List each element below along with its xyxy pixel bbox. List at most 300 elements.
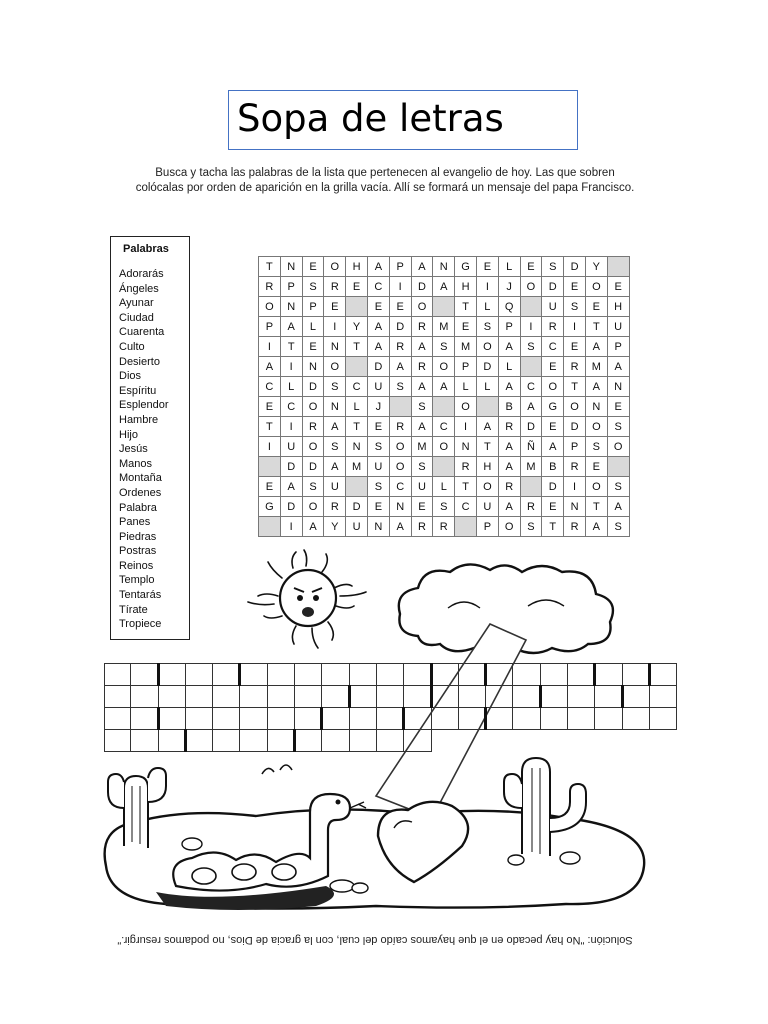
answer-cell[interactable] — [649, 708, 676, 730]
answer-cell[interactable] — [158, 708, 185, 730]
grid-letter-cell[interactable]: R — [433, 517, 455, 537]
grid-letter-cell[interactable]: R — [498, 477, 520, 497]
grid-blank-cell[interactable] — [433, 297, 455, 317]
grid-letter-cell[interactable]: M — [455, 337, 477, 357]
grid-letter-cell[interactable]: L — [280, 377, 302, 397]
answer-cell[interactable] — [649, 686, 676, 708]
grid-letter-cell[interactable]: S — [389, 377, 411, 397]
grid-letter-cell[interactable]: R — [564, 357, 586, 377]
grid-letter-cell[interactable]: R — [389, 417, 411, 437]
answer-cell[interactable] — [185, 708, 212, 730]
answer-cell[interactable] — [349, 664, 376, 686]
grid-letter-cell[interactable]: O — [455, 397, 477, 417]
grid-letter-cell[interactable]: U — [607, 317, 629, 337]
grid-letter-cell[interactable]: S — [367, 437, 389, 457]
grid-letter-cell[interactable]: P — [607, 337, 629, 357]
grid-letter-cell[interactable]: Y — [346, 317, 368, 337]
grid-letter-cell[interactable]: O — [476, 337, 498, 357]
grid-letter-cell[interactable]: D — [411, 277, 433, 297]
grid-letter-cell[interactable]: A — [389, 357, 411, 377]
grid-letter-cell[interactable]: U — [324, 477, 346, 497]
grid-letter-cell[interactable]: H — [455, 277, 477, 297]
grid-blank-cell[interactable] — [389, 397, 411, 417]
grid-letter-cell[interactable]: E — [367, 497, 389, 517]
grid-letter-cell[interactable]: T — [476, 437, 498, 457]
grid-letter-cell[interactable]: A — [585, 517, 607, 537]
grid-letter-cell[interactable]: A — [498, 377, 520, 397]
answer-cell[interactable] — [322, 708, 349, 730]
grid-letter-cell[interactable]: O — [476, 477, 498, 497]
grid-letter-cell[interactable]: M — [585, 357, 607, 377]
grid-letter-cell[interactable]: D — [520, 417, 542, 437]
grid-letter-cell[interactable]: C — [259, 377, 281, 397]
grid-letter-cell[interactable]: E — [607, 277, 629, 297]
grid-letter-cell[interactable]: D — [280, 497, 302, 517]
grid-letter-cell[interactable]: N — [346, 437, 368, 457]
answer-cell[interactable] — [131, 664, 158, 686]
grid-letter-cell[interactable]: S — [302, 477, 324, 497]
grid-letter-cell[interactable]: S — [411, 397, 433, 417]
grid-letter-cell[interactable]: O — [411, 297, 433, 317]
grid-letter-cell[interactable]: I — [564, 477, 586, 497]
answer-cell[interactable] — [213, 708, 240, 730]
grid-letter-cell[interactable]: P — [389, 257, 411, 277]
grid-letter-cell[interactable]: L — [476, 297, 498, 317]
grid-letter-cell[interactable]: R — [564, 517, 586, 537]
grid-letter-cell[interactable]: C — [455, 497, 477, 517]
grid-letter-cell[interactable]: L — [346, 397, 368, 417]
grid-letter-cell[interactable]: E — [476, 257, 498, 277]
grid-letter-cell[interactable]: Y — [324, 517, 346, 537]
grid-letter-cell[interactable]: T — [564, 377, 586, 397]
grid-blank-cell[interactable] — [346, 357, 368, 377]
answer-cell[interactable] — [458, 686, 485, 708]
grid-letter-cell[interactable]: O — [585, 277, 607, 297]
grid-letter-cell[interactable]: O — [389, 437, 411, 457]
grid-letter-cell[interactable]: A — [433, 377, 455, 397]
answer-cell[interactable] — [376, 664, 403, 686]
answer-cell[interactable] — [349, 708, 376, 730]
grid-letter-cell[interactable]: A — [585, 337, 607, 357]
answer-cell[interactable] — [595, 708, 622, 730]
grid-letter-cell[interactable]: A — [585, 377, 607, 397]
grid-letter-cell[interactable]: A — [411, 337, 433, 357]
grid-letter-cell[interactable]: O — [607, 437, 629, 457]
grid-letter-cell[interactable]: H — [346, 257, 368, 277]
grid-letter-cell[interactable]: M — [346, 457, 368, 477]
grid-letter-cell[interactable]: U — [280, 437, 302, 457]
grid-letter-cell[interactable]: L — [455, 377, 477, 397]
grid-blank-cell[interactable] — [455, 517, 477, 537]
grid-letter-cell[interactable]: Y — [585, 257, 607, 277]
answer-cell[interactable] — [131, 686, 158, 708]
grid-letter-cell[interactable]: E — [346, 277, 368, 297]
answer-cell[interactable] — [431, 708, 458, 730]
grid-letter-cell[interactable]: P — [476, 517, 498, 537]
grid-letter-cell[interactable]: E — [367, 417, 389, 437]
grid-letter-cell[interactable]: O — [585, 477, 607, 497]
answer-cell[interactable] — [322, 686, 349, 708]
answer-cell[interactable] — [568, 664, 595, 686]
grid-letter-cell[interactable]: T — [585, 317, 607, 337]
grid-letter-cell[interactable]: P — [455, 357, 477, 377]
grid-letter-cell[interactable]: Ñ — [520, 437, 542, 457]
grid-letter-cell[interactable]: U — [476, 497, 498, 517]
answer-cell[interactable] — [404, 664, 431, 686]
grid-letter-cell[interactable]: D — [542, 277, 564, 297]
answer-cell[interactable] — [458, 664, 485, 686]
answer-cell[interactable] — [349, 686, 376, 708]
grid-blank-cell[interactable] — [607, 257, 629, 277]
grid-letter-cell[interactable]: A — [367, 257, 389, 277]
grid-letter-cell[interactable]: E — [389, 297, 411, 317]
grid-letter-cell[interactable]: C — [542, 337, 564, 357]
grid-letter-cell[interactable]: A — [302, 517, 324, 537]
grid-letter-cell[interactable]: H — [607, 297, 629, 317]
grid-blank-cell[interactable] — [520, 357, 542, 377]
grid-letter-cell[interactable]: N — [585, 397, 607, 417]
answer-cell[interactable] — [131, 708, 158, 730]
grid-letter-cell[interactable]: N — [564, 497, 586, 517]
grid-letter-cell[interactable]: E — [302, 337, 324, 357]
grid-letter-cell[interactable]: R — [455, 457, 477, 477]
grid-letter-cell[interactable]: U — [367, 457, 389, 477]
grid-letter-cell[interactable]: D — [476, 357, 498, 377]
grid-letter-cell[interactable]: A — [367, 317, 389, 337]
grid-letter-cell[interactable]: A — [498, 337, 520, 357]
grid-letter-cell[interactable]: A — [607, 357, 629, 377]
answer-cell[interactable] — [649, 664, 676, 686]
grid-letter-cell[interactable]: G — [259, 497, 281, 517]
grid-letter-cell[interactable]: S — [433, 497, 455, 517]
grid-letter-cell[interactable]: T — [280, 337, 302, 357]
answer-cell[interactable] — [540, 664, 567, 686]
grid-letter-cell[interactable]: E — [542, 497, 564, 517]
grid-letter-cell[interactable]: R — [542, 317, 564, 337]
grid-letter-cell[interactable]: C — [346, 377, 368, 397]
grid-letter-cell[interactable]: N — [324, 397, 346, 417]
grid-letter-cell[interactable]: E — [542, 357, 564, 377]
grid-letter-cell[interactable]: J — [367, 397, 389, 417]
grid-letter-cell[interactable]: R — [324, 277, 346, 297]
grid-letter-cell[interactable]: R — [411, 317, 433, 337]
grid-letter-cell[interactable]: L — [498, 357, 520, 377]
grid-letter-cell[interactable]: U — [542, 297, 564, 317]
grid-letter-cell[interactable]: O — [498, 517, 520, 537]
grid-letter-cell[interactable]: S — [520, 517, 542, 537]
grid-letter-cell[interactable]: I — [324, 317, 346, 337]
grid-letter-cell[interactable]: P — [259, 317, 281, 337]
grid-blank-cell[interactable] — [607, 457, 629, 477]
answer-cell[interactable] — [295, 708, 322, 730]
answer-cell[interactable] — [595, 686, 622, 708]
grid-letter-cell[interactable]: I — [389, 277, 411, 297]
grid-letter-cell[interactable]: E — [259, 397, 281, 417]
grid-letter-cell[interactable]: L — [498, 257, 520, 277]
answer-cell[interactable] — [404, 708, 431, 730]
grid-letter-cell[interactable]: O — [324, 357, 346, 377]
grid-letter-cell[interactable]: R — [564, 457, 586, 477]
answer-cell[interactable] — [105, 664, 131, 686]
answer-cell[interactable] — [376, 686, 403, 708]
grid-letter-cell[interactable]: O — [302, 497, 324, 517]
grid-letter-cell[interactable]: S — [367, 477, 389, 497]
grid-letter-cell[interactable]: A — [476, 417, 498, 437]
answer-cell[interactable] — [240, 708, 267, 730]
grid-blank-cell[interactable] — [476, 397, 498, 417]
grid-letter-cell[interactable]: I — [280, 357, 302, 377]
grid-letter-cell[interactable]: A — [498, 437, 520, 457]
answer-cell[interactable] — [267, 708, 294, 730]
answer-cell[interactable] — [458, 708, 485, 730]
grid-blank-cell[interactable] — [433, 457, 455, 477]
answer-cell[interactable] — [622, 708, 649, 730]
grid-letter-cell[interactable]: E — [585, 457, 607, 477]
grid-letter-cell[interactable]: M — [520, 457, 542, 477]
grid-letter-cell[interactable]: S — [607, 417, 629, 437]
grid-letter-cell[interactable]: D — [280, 457, 302, 477]
grid-letter-cell[interactable]: U — [411, 477, 433, 497]
grid-letter-cell[interactable]: S — [324, 377, 346, 397]
grid-letter-cell[interactable]: E — [542, 417, 564, 437]
grid-letter-cell[interactable]: M — [433, 317, 455, 337]
grid-letter-cell[interactable]: O — [324, 257, 346, 277]
grid-letter-cell[interactable]: N — [433, 257, 455, 277]
answer-cell[interactable] — [267, 686, 294, 708]
grid-letter-cell[interactable]: E — [585, 297, 607, 317]
grid-letter-cell[interactable]: U — [346, 517, 368, 537]
answer-cell[interactable] — [568, 708, 595, 730]
grid-letter-cell[interactable]: B — [542, 457, 564, 477]
grid-letter-cell[interactable]: S — [607, 517, 629, 537]
answer-cell[interactable] — [105, 708, 131, 730]
grid-letter-cell[interactable]: A — [324, 457, 346, 477]
grid-letter-cell[interactable]: T — [259, 417, 281, 437]
answer-cell[interactable] — [185, 686, 212, 708]
grid-letter-cell[interactable]: T — [259, 257, 281, 277]
grid-letter-cell[interactable]: N — [367, 517, 389, 537]
grid-letter-cell[interactable]: E — [367, 297, 389, 317]
grid-letter-cell[interactable]: N — [280, 297, 302, 317]
grid-letter-cell[interactable]: P — [498, 317, 520, 337]
grid-letter-cell[interactable]: O — [433, 437, 455, 457]
grid-blank-cell[interactable] — [346, 477, 368, 497]
grid-letter-cell[interactable]: L — [476, 377, 498, 397]
grid-letter-cell[interactable]: S — [302, 277, 324, 297]
grid-letter-cell[interactable]: S — [542, 257, 564, 277]
answer-cell[interactable] — [376, 708, 403, 730]
grid-letter-cell[interactable]: T — [542, 517, 564, 537]
grid-letter-cell[interactable]: A — [498, 457, 520, 477]
grid-letter-cell[interactable]: I — [476, 277, 498, 297]
grid-letter-cell[interactable]: I — [259, 437, 281, 457]
grid-letter-cell[interactable]: N — [302, 357, 324, 377]
grid-letter-cell[interactable]: A — [520, 397, 542, 417]
grid-letter-cell[interactable]: S — [324, 437, 346, 457]
grid-letter-cell[interactable]: N — [455, 437, 477, 457]
grid-letter-cell[interactable]: O — [259, 297, 281, 317]
grid-letter-cell[interactable]: I — [280, 517, 302, 537]
grid-blank-cell[interactable] — [520, 477, 542, 497]
grid-letter-cell[interactable]: R — [302, 417, 324, 437]
answer-cell[interactable] — [105, 686, 131, 708]
answer-cell[interactable] — [568, 686, 595, 708]
grid-blank-cell[interactable] — [520, 297, 542, 317]
grid-letter-cell[interactable]: S — [607, 477, 629, 497]
grid-letter-cell[interactable]: S — [585, 437, 607, 457]
grid-letter-cell[interactable]: C — [367, 277, 389, 297]
grid-letter-cell[interactable]: O — [542, 377, 564, 397]
grid-letter-cell[interactable]: H — [476, 457, 498, 477]
grid-letter-cell[interactable]: T — [346, 417, 368, 437]
grid-letter-cell[interactable]: A — [324, 417, 346, 437]
grid-letter-cell[interactable]: R — [411, 517, 433, 537]
grid-letter-cell[interactable]: T — [346, 337, 368, 357]
grid-letter-cell[interactable]: A — [411, 257, 433, 277]
answer-cell[interactable] — [513, 664, 540, 686]
grid-letter-cell[interactable]: N — [324, 337, 346, 357]
grid-letter-cell[interactable]: O — [433, 357, 455, 377]
grid-letter-cell[interactable]: S — [564, 297, 586, 317]
grid-letter-cell[interactable]: C — [433, 417, 455, 437]
grid-letter-cell[interactable]: L — [302, 317, 324, 337]
grid-letter-cell[interactable]: R — [259, 277, 281, 297]
answer-cell[interactable] — [431, 686, 458, 708]
grid-letter-cell[interactable]: S — [411, 457, 433, 477]
grid-letter-cell[interactable]: P — [302, 297, 324, 317]
grid-letter-cell[interactable]: O — [520, 277, 542, 297]
answer-cell[interactable] — [158, 664, 185, 686]
grid-letter-cell[interactable]: S — [476, 317, 498, 337]
grid-letter-cell[interactable]: O — [302, 437, 324, 457]
grid-letter-cell[interactable]: D — [564, 257, 586, 277]
grid-letter-cell[interactable]: C — [389, 477, 411, 497]
grid-letter-cell[interactable]: O — [389, 457, 411, 477]
answer-cell[interactable] — [622, 686, 649, 708]
grid-letter-cell[interactable]: A — [498, 497, 520, 517]
grid-letter-cell[interactable]: A — [433, 277, 455, 297]
grid-letter-cell[interactable]: L — [433, 477, 455, 497]
grid-letter-cell[interactable]: D — [389, 317, 411, 337]
grid-letter-cell[interactable]: I — [280, 417, 302, 437]
grid-letter-cell[interactable]: N — [607, 377, 629, 397]
answer-cell[interactable] — [513, 686, 540, 708]
answer-cell[interactable] — [595, 664, 622, 686]
grid-letter-cell[interactable]: E — [302, 257, 324, 277]
grid-letter-cell[interactable]: A — [280, 317, 302, 337]
grid-letter-cell[interactable]: A — [280, 477, 302, 497]
grid-letter-cell[interactable]: A — [367, 337, 389, 357]
grid-letter-cell[interactable]: C — [520, 377, 542, 397]
grid-blank-cell[interactable] — [259, 517, 281, 537]
grid-letter-cell[interactable]: A — [607, 497, 629, 517]
grid-letter-cell[interactable]: B — [498, 397, 520, 417]
grid-letter-cell[interactable]: E — [564, 277, 586, 297]
grid-letter-cell[interactable]: M — [411, 437, 433, 457]
grid-letter-cell[interactable]: J — [498, 277, 520, 297]
grid-letter-cell[interactable]: D — [367, 357, 389, 377]
answer-cell[interactable] — [158, 686, 185, 708]
grid-letter-cell[interactable]: O — [564, 397, 586, 417]
answer-cell[interactable] — [267, 664, 294, 686]
answer-cell[interactable] — [185, 664, 212, 686]
grid-letter-cell[interactable]: O — [302, 397, 324, 417]
grid-letter-cell[interactable]: A — [259, 357, 281, 377]
grid-letter-cell[interactable]: C — [280, 397, 302, 417]
grid-letter-cell[interactable]: D — [542, 477, 564, 497]
grid-letter-cell[interactable]: P — [564, 437, 586, 457]
answer-cell[interactable] — [486, 664, 513, 686]
grid-blank-cell[interactable] — [433, 397, 455, 417]
grid-letter-cell[interactable]: T — [455, 477, 477, 497]
answer-cell[interactable] — [295, 686, 322, 708]
grid-letter-cell[interactable]: Q — [498, 297, 520, 317]
grid-letter-cell[interactable]: A — [411, 417, 433, 437]
grid-letter-cell[interactable]: I — [455, 417, 477, 437]
grid-letter-cell[interactable]: E — [411, 497, 433, 517]
answer-cell[interactable] — [622, 664, 649, 686]
grid-blank-cell[interactable] — [259, 457, 281, 477]
grid-letter-cell[interactable]: R — [411, 357, 433, 377]
grid-letter-cell[interactable]: E — [455, 317, 477, 337]
grid-letter-cell[interactable]: T — [455, 297, 477, 317]
grid-letter-cell[interactable]: R — [324, 497, 346, 517]
grid-letter-cell[interactable]: D — [302, 457, 324, 477]
grid-letter-cell[interactable]: O — [585, 417, 607, 437]
grid-blank-cell[interactable] — [346, 297, 368, 317]
answer-cell[interactable] — [431, 664, 458, 686]
answer-cell[interactable] — [486, 686, 513, 708]
grid-letter-cell[interactable]: E — [520, 257, 542, 277]
grid-letter-cell[interactable]: D — [302, 377, 324, 397]
answer-cell[interactable] — [404, 686, 431, 708]
answer-cell[interactable] — [486, 708, 513, 730]
grid-letter-cell[interactable]: S — [433, 337, 455, 357]
answer-cell[interactable] — [213, 686, 240, 708]
grid-letter-cell[interactable]: I — [259, 337, 281, 357]
answer-cell[interactable] — [540, 686, 567, 708]
answer-cell[interactable] — [540, 708, 567, 730]
grid-letter-cell[interactable]: E — [324, 297, 346, 317]
answer-cell[interactable] — [322, 664, 349, 686]
grid-letter-cell[interactable]: G — [542, 397, 564, 417]
grid-letter-cell[interactable]: D — [564, 417, 586, 437]
answer-cell[interactable] — [240, 686, 267, 708]
grid-letter-cell[interactable]: T — [585, 497, 607, 517]
grid-letter-cell[interactable]: D — [346, 497, 368, 517]
grid-letter-cell[interactable]: A — [542, 437, 564, 457]
grid-letter-cell[interactable]: E — [564, 337, 586, 357]
grid-letter-cell[interactable]: S — [520, 337, 542, 357]
grid-letter-cell[interactable]: N — [389, 497, 411, 517]
answer-cell[interactable] — [213, 664, 240, 686]
grid-letter-cell[interactable]: E — [259, 477, 281, 497]
grid-letter-cell[interactable]: R — [498, 417, 520, 437]
grid-letter-cell[interactable]: I — [564, 317, 586, 337]
answer-cell[interactable] — [513, 708, 540, 730]
grid-letter-cell[interactable]: P — [280, 277, 302, 297]
grid-letter-cell[interactable]: A — [411, 377, 433, 397]
grid-letter-cell[interactable]: G — [455, 257, 477, 277]
grid-letter-cell[interactable]: U — [367, 377, 389, 397]
answer-cell[interactable] — [295, 664, 322, 686]
grid-letter-cell[interactable]: E — [607, 397, 629, 417]
grid-letter-cell[interactable]: A — [389, 517, 411, 537]
grid-letter-cell[interactable]: R — [520, 497, 542, 517]
grid-letter-cell[interactable]: R — [389, 337, 411, 357]
grid-letter-cell[interactable]: N — [280, 257, 302, 277]
answer-cell[interactable] — [240, 664, 267, 686]
